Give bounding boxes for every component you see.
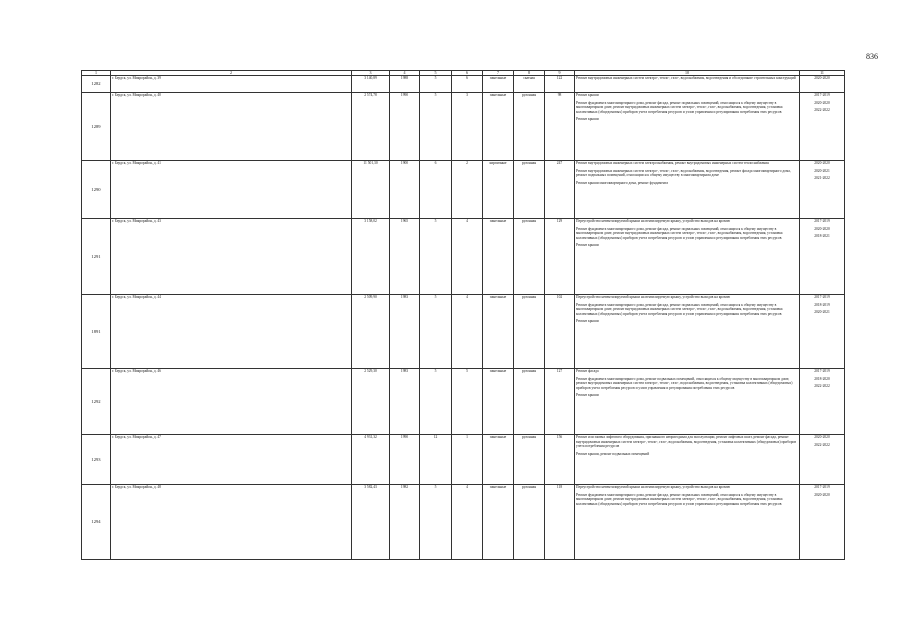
work-description: Ремонт крыши xyxy=(576,117,599,122)
works-cell xyxy=(575,161,800,219)
table-row xyxy=(82,76,845,93)
address-cell: г. Бердск, ул. Микрорайон, д. 47 xyxy=(111,435,352,485)
work-description: Ремонт крыши xyxy=(576,393,599,398)
row-number-cell: 1293 xyxy=(82,435,111,485)
work-period: 2022-2022 xyxy=(814,108,830,113)
work-description: Ремонт крыши многоквартирного дома, ремонт фундамента xyxy=(576,180,668,185)
entrances-cell: 1 xyxy=(452,435,483,485)
row-number-cell: 1290 xyxy=(82,161,111,219)
wall-material-cell: панельные xyxy=(483,76,514,93)
work-description: Ремонт крыши, ремонт подвальных помещений xyxy=(576,451,650,456)
work-description: Ремонт внутридомовых инженерных систем электроснабжения, ремонт внутридомовых инженерных систем теплоснабжения xyxy=(576,161,769,166)
work-period: 2021-2022 xyxy=(814,176,830,181)
year-cell: 1983 xyxy=(390,295,420,369)
area-cell: 2 509,90 xyxy=(352,295,390,369)
roof-type-cell: рулонная xyxy=(514,369,545,435)
year-cell: 1983 xyxy=(390,369,420,435)
period-cell xyxy=(800,93,845,161)
area-cell: 3 582,43 xyxy=(352,485,390,560)
page-number: 836 xyxy=(866,52,878,61)
column-number: 11 xyxy=(800,71,845,76)
work-description: Ремонт крыши xyxy=(576,319,599,324)
column-number: 4 xyxy=(390,71,420,76)
works-cell xyxy=(575,295,800,369)
work-description: Переустройство невентилируемой крыши на вентилируемую крышу, устройство выходов на кровлю xyxy=(576,485,731,490)
column-number: 7 xyxy=(483,71,514,76)
column-number: 8 xyxy=(514,71,545,76)
period-cell xyxy=(800,295,845,369)
work-period: 2020-2020 xyxy=(814,435,830,440)
year-cell: 1965 xyxy=(390,219,420,295)
work-description: Ремонт крыши xyxy=(576,93,599,98)
apartments-cell: 127 xyxy=(545,369,575,435)
work-description: Переустройство невентилируемой крыши на вентилируемую крышу, устройство выходов на кровлю xyxy=(576,295,731,300)
work-description: Ремонт внутридомовых инженерных систем электро-, тепло-, газо-, водоснабжения, водоотведения и обследование строительных конструкций xyxy=(576,76,796,81)
work-description: Ремонт фундамента многоквартирного дома, ремонт фасада, ремонт подвальных помещений, относящихся к общему имуществу в многоквартирном доме, ремонт внутридомовых инженерных систем электро-, тепло-, газо-, водоснабжения, водоотведения, установка коллективных (общедомовых) приборов учета потребления ресурсов и узлов управления и регулирования потребления этих ресурсов xyxy=(576,492,783,506)
work-description: Ремонт фундамента многоквартирного дома, ремонт фасада, ремонт подвальных помещений, относящихся к общему имуществу в многоквартирном доме, ремонт внутридомовых инженерных систем электро-, тепло-, газо-, водоснабжения, водоотведения, установка коллективных (общедомовых) приборов учета потребления ресурсов и узлов управления и регулирования потребления этих ресурсов xyxy=(576,226,783,240)
area-cell: 4 931,32 xyxy=(352,435,390,485)
year-cell: 1988 xyxy=(390,76,420,93)
row-number-cell: 1289 xyxy=(82,93,111,161)
column-number: 10 xyxy=(575,71,800,76)
table-row xyxy=(82,93,845,161)
apartments-cell: 129 xyxy=(545,219,575,295)
address-cell: г. Бердск, ул. Микрорайон, д. 46 xyxy=(111,369,352,435)
work-description: Ремонт крыши xyxy=(576,243,599,248)
address-cell: г. Бердск, ул. Микрорайон, д. 48 xyxy=(111,485,352,560)
apartments-cell: 118 xyxy=(545,485,575,560)
wall-material-cell: панельные xyxy=(483,485,514,560)
floors-cell: 5 xyxy=(420,76,452,93)
entrances-cell: 4 xyxy=(452,295,483,369)
work-description: Ремонт внутридомовых инженерных систем электро-, тепло-, газо-, водоснабжения, водоотведения, ремонт фасада многоквартирного дома, ремонт подвальных помещений, относящихся к общему имуществу в многоквартирном доме xyxy=(576,168,791,178)
work-period: 2017-2019 xyxy=(814,369,830,374)
table-body xyxy=(82,71,845,560)
period-cell xyxy=(800,485,845,560)
apartments-cell: 156 xyxy=(545,435,575,485)
apartments-cell: 102 xyxy=(545,295,575,369)
floors-cell: 5 xyxy=(420,219,452,295)
wall-material-cell: панельные xyxy=(483,93,514,161)
work-period: 2022-2022 xyxy=(814,442,830,447)
wall-material-cell: панельные xyxy=(483,369,514,435)
work-description: Ремонт или замена лифтового оборудования, признанного непригодным для эксплуатации, ремонт лифтовых шахт, ремонт фасада, ремонт внутридомовых инженерных систем электро-, тепло-, газо-, водоснабжения, водоотведения, установка коллективных (общедомовых) приборов учета потребления ресурсов xyxy=(576,435,797,449)
work-period: 2018-2021 xyxy=(814,234,830,239)
table-row xyxy=(82,219,845,295)
work-period: 2020-2020 xyxy=(814,76,830,81)
wall-material-cell: панельные xyxy=(483,219,514,295)
period-cell xyxy=(800,369,845,435)
wall-material-cell: кирпичные xyxy=(483,161,514,219)
address-cell: г. Бердск, ул. Микрорайон, д. 44 xyxy=(111,295,352,369)
work-description: Ремонт фундамента многоквартирного дома, ремонт фасада, ремонт подвальных помещений, относящихся к общему имуществу в многоквартирном доме, ремонт внутридомовых инженерных систем электро-, тепло-, газо-, водоснабжения, водоотведения, установка коллективных (общедомовых) приборов учета потребления ресурсов и узлов управления и регулирования потребления этих ресурсов xyxy=(576,302,783,316)
year-cell: 1982 xyxy=(390,485,420,560)
area-cell: 3 158,02 xyxy=(352,219,390,295)
address-cell: г. Бердск, ул. Микрорайон, д. 40 xyxy=(111,93,352,161)
work-period: 2020-2020 xyxy=(814,100,830,105)
period-cell xyxy=(800,161,845,219)
table-row xyxy=(82,485,845,560)
year-cell: 1990 xyxy=(390,93,420,161)
table-row xyxy=(82,161,845,219)
works-cell xyxy=(575,369,800,435)
address-cell: г. Бердск, ул. Микрорайон, д. 43 xyxy=(111,219,352,295)
work-description: Переустройство невентилируемой крыши на вентилируемую крышу, устройство выходов на кровлю xyxy=(576,219,731,224)
floors-cell: 5 xyxy=(420,485,452,560)
roof-type-cell: рулонная xyxy=(514,435,545,485)
roof-type-cell: скатная xyxy=(514,76,545,93)
entrances-cell: 2 xyxy=(452,161,483,219)
works-cell xyxy=(575,76,800,93)
work-period: 2018-2020 xyxy=(814,376,830,381)
address-cell: г. Бердск, ул. Микрорайон, д. 39 xyxy=(111,76,352,93)
wall-material-cell: панельные xyxy=(483,435,514,485)
entrances-cell: 4 xyxy=(452,485,483,560)
column-number: 2 xyxy=(111,71,352,76)
roof-type-cell: рулонная xyxy=(514,219,545,295)
table-row xyxy=(82,369,845,435)
year-cell: 1900 xyxy=(390,161,420,219)
column-number: 1 xyxy=(82,71,111,76)
work-period: 2017-2019 xyxy=(814,93,830,98)
roof-type-cell: рулонная xyxy=(514,161,545,219)
roof-type-cell: рулонная xyxy=(514,93,545,161)
floors-cell: 5 xyxy=(420,295,452,369)
works-cell xyxy=(575,219,800,295)
apartments-cell: 98 xyxy=(545,93,575,161)
entrances-cell: 4 xyxy=(452,219,483,295)
work-period: 2022-2022 xyxy=(814,384,830,389)
capital-repair-table xyxy=(81,70,845,560)
row-number-cell: 1891 xyxy=(82,295,111,369)
entrances-cell: 3 xyxy=(452,93,483,161)
work-period: 2020-2020 xyxy=(814,226,830,231)
area-cell: 2 529,30 xyxy=(352,369,390,435)
apartments-cell: 122 xyxy=(545,76,575,93)
table-row xyxy=(82,295,845,369)
roof-type-cell: рулонная xyxy=(514,485,545,560)
area-cell: 3 140,89 xyxy=(352,76,390,93)
row-number-cell: 1291 xyxy=(82,219,111,295)
area-cell: 2 574,78 xyxy=(352,93,390,161)
work-period: 2020-2021 xyxy=(814,310,830,315)
work-description: Ремонт фасада xyxy=(576,369,599,374)
year-cell: 1990 xyxy=(390,435,420,485)
work-period: 2020-2020 xyxy=(814,492,830,497)
work-period: 2017-2019 xyxy=(814,219,830,224)
row-number-cell: 1282 xyxy=(82,76,111,93)
period-cell xyxy=(800,76,845,93)
work-description: Ремонт фундамента многоквартирного дома, ремонт фасада, ремонт подвальных помещений, относящихся к общему имуществу в многоквартирном доме, ремонт внутридомовых инженерных систем электро-, тепло-, газо-, водоснабжения, водоотведения, установка коллективных (общедомовых) приборов учета потребления ресурсов и узлов управления и регулирования потребления этих ресурсов xyxy=(576,100,783,114)
work-period: 2018-2019 xyxy=(814,302,830,307)
table-row xyxy=(82,435,845,485)
row-number-cell: 1292 xyxy=(82,369,111,435)
column-number: 6 xyxy=(452,71,483,76)
floors-cell: 5 xyxy=(420,369,452,435)
work-period: 2020-2021 xyxy=(814,168,830,173)
work-period: 2017-2019 xyxy=(814,485,830,490)
work-period: 2020-2020 xyxy=(814,161,830,166)
work-description: Ремонт фундамента многоквартирного дома, ремонт подвальных помещений, относящихся к общему имуществу в многоквартирном доме, ремонт внутридомовых инженерных систем электро-, тепло-, газо-, водоснабжения, водоотведения, установка коллективных (общедомовых) приборов учета потребления ресурсов и узлов управления и регулирования потребления этих ресурсов xyxy=(576,376,793,390)
column-number: 3 xyxy=(352,71,390,76)
area-cell: 11 501,30 xyxy=(352,161,390,219)
works-cell xyxy=(575,435,800,485)
row-number-cell: 1294 xyxy=(82,485,111,560)
floors-cell: 5 xyxy=(420,93,452,161)
entrances-cell: 5 xyxy=(452,369,483,435)
column-number: 5 xyxy=(420,71,452,76)
column-number: 9 xyxy=(545,71,575,76)
apartments-cell: 247 xyxy=(545,161,575,219)
works-cell xyxy=(575,93,800,161)
works-cell xyxy=(575,485,800,560)
period-cell xyxy=(800,219,845,295)
wall-material-cell: панельные xyxy=(483,295,514,369)
roof-type-cell: рулонная xyxy=(514,295,545,369)
address-cell: г. Бердск, ул. Микрорайон, д. 41 xyxy=(111,161,352,219)
entrances-cell: 6 xyxy=(452,76,483,93)
floors-cell: 6 xyxy=(420,161,452,219)
period-cell xyxy=(800,435,845,485)
floors-cell: 12 xyxy=(420,435,452,485)
work-period: 2017-2019 xyxy=(814,295,830,300)
